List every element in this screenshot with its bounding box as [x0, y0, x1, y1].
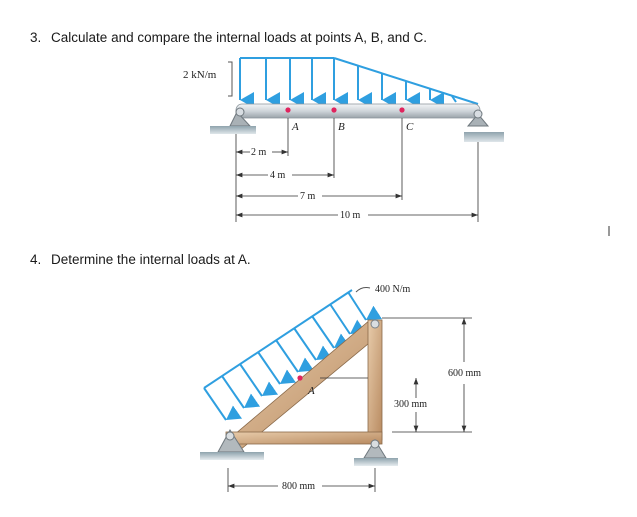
label-B-p3: B	[338, 121, 345, 133]
problem-3-text: Calculate and compare the internal loads at points A, B, and C.	[51, 30, 428, 45]
dim-4m: 4 m	[270, 170, 286, 181]
dim-2m: 2 m	[251, 147, 267, 158]
label-C-p3: C	[406, 121, 414, 133]
problem-3-number: 3.	[30, 30, 42, 45]
label-A-p4: A	[308, 385, 315, 397]
dim-10m: 10 m	[340, 210, 361, 221]
dim-600mm: 600 mm	[448, 368, 482, 379]
problem-4-text: Determine the internal loads at A.	[51, 252, 251, 267]
wooden-frame	[226, 320, 382, 450]
problem-4-number: 4.	[30, 252, 42, 267]
label-A-p3: A	[292, 121, 299, 133]
point-A-marker-p4	[297, 375, 302, 380]
dim-7m: 7 m	[300, 191, 316, 202]
load-label-p4: 400 N/m	[375, 284, 411, 295]
dim-800mm: 800 mm	[282, 481, 316, 492]
load-label-p3: 2 kN/m	[183, 69, 217, 81]
dim-300mm: 300 mm	[394, 399, 428, 410]
